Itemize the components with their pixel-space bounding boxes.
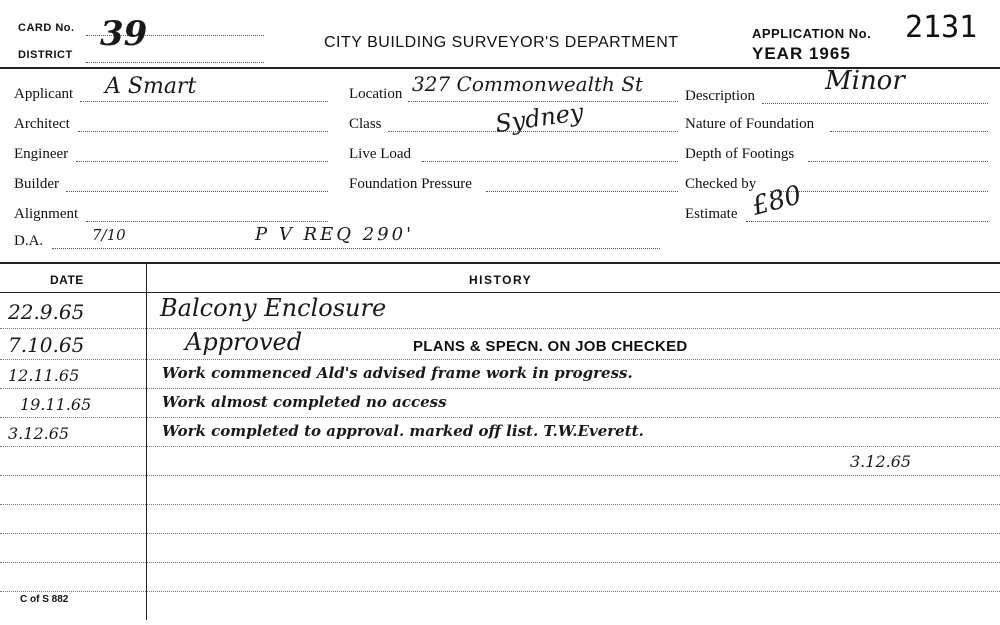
class-label: Class bbox=[349, 116, 382, 132]
form-code: C of S 882 bbox=[20, 594, 69, 605]
live-load-line bbox=[422, 161, 678, 162]
architect-label: Architect bbox=[14, 116, 70, 132]
estimate-label: Estimate bbox=[685, 206, 738, 222]
checked-label: Checked by bbox=[685, 176, 757, 192]
applicant-value: A Smart bbox=[105, 74, 197, 99]
foundation-pressure-line bbox=[486, 191, 678, 192]
signoff-date: 3.12.65 bbox=[850, 452, 912, 471]
history-date: 3.12.65 bbox=[8, 424, 70, 443]
fields-divider bbox=[0, 262, 1000, 264]
date-column-divider bbox=[146, 264, 147, 620]
engineer-line bbox=[76, 161, 328, 162]
history-text: Work completed to approval. marked off list. T.W.Everett. bbox=[162, 422, 644, 440]
history-date: 7.10.65 bbox=[8, 333, 85, 357]
ruled-line bbox=[0, 475, 1000, 476]
da-note: P V REQ 290' bbox=[255, 224, 415, 245]
architect-line bbox=[78, 131, 328, 132]
location-line bbox=[408, 101, 678, 102]
ruled-line bbox=[0, 562, 1000, 563]
da-value: 7/10 bbox=[92, 226, 126, 244]
history-stamp: PLANS & SPECN. ON JOB CHECKED bbox=[413, 338, 688, 355]
builder-line bbox=[66, 191, 328, 192]
ruled-line bbox=[0, 533, 1000, 534]
description-label: Description bbox=[685, 88, 755, 104]
estimate-line bbox=[746, 221, 988, 222]
applicant-label: Applicant bbox=[14, 86, 74, 102]
da-line bbox=[52, 248, 660, 249]
department-title: CITY BUILDING SURVEYOR'S DEPARTMENT bbox=[324, 34, 679, 51]
ruled-line bbox=[0, 591, 1000, 592]
history-column-header: HISTORY bbox=[469, 273, 533, 287]
ruled-line bbox=[0, 417, 1000, 418]
description-value: Minor bbox=[825, 66, 905, 96]
live-load-label: Live Load bbox=[349, 146, 412, 162]
history-text: Balcony Enclosure bbox=[160, 294, 387, 322]
nature-label: Nature of Foundation bbox=[685, 116, 815, 132]
history-text: Work almost completed no access bbox=[162, 393, 447, 411]
foundation-pressure-label: Foundation Pressure bbox=[349, 176, 472, 192]
history-date: 19.11.65 bbox=[20, 395, 92, 414]
ruled-line bbox=[0, 446, 1000, 447]
history-text: Approved bbox=[185, 328, 303, 356]
date-column-header: DATE bbox=[50, 273, 84, 287]
history-date: 22.9.65 bbox=[8, 300, 85, 324]
depth-line bbox=[808, 161, 988, 162]
district-dotted-line bbox=[86, 62, 264, 63]
builder-label: Builder bbox=[14, 176, 59, 192]
ruled-line bbox=[0, 359, 1000, 360]
applicant-line bbox=[80, 101, 328, 102]
year-label: YEAR 1965 bbox=[752, 44, 851, 63]
alignment-label: Alignment bbox=[14, 206, 79, 222]
ruled-line bbox=[0, 504, 1000, 505]
nature-line bbox=[830, 131, 988, 132]
history-text: Work commenced Ald's advised frame work in progress. bbox=[162, 364, 633, 382]
location-label: Location bbox=[349, 86, 403, 102]
engineer-label: Engineer bbox=[14, 146, 69, 162]
card-no-value: 39 bbox=[100, 14, 148, 54]
district-label: DISTRICT bbox=[18, 49, 73, 61]
checked-line bbox=[770, 191, 988, 192]
alignment-line bbox=[86, 221, 328, 222]
application-no-value: 2131 bbox=[905, 10, 978, 45]
application-no-label: APPLICATION No. bbox=[752, 26, 872, 41]
location-value: 327 Commonwealth St bbox=[412, 72, 644, 96]
estimate-value: £80 bbox=[748, 180, 805, 222]
depth-label: Depth of Footings bbox=[685, 146, 795, 162]
ruled-line bbox=[0, 328, 1000, 329]
da-label: D.A. bbox=[14, 233, 44, 249]
description-line bbox=[762, 103, 988, 104]
table-header-divider bbox=[0, 292, 1000, 293]
card-no-label: CARD No. bbox=[18, 22, 75, 34]
history-date: 12.11.65 bbox=[8, 366, 80, 385]
ruled-line bbox=[0, 388, 1000, 389]
class-value: Sydney bbox=[493, 97, 586, 139]
